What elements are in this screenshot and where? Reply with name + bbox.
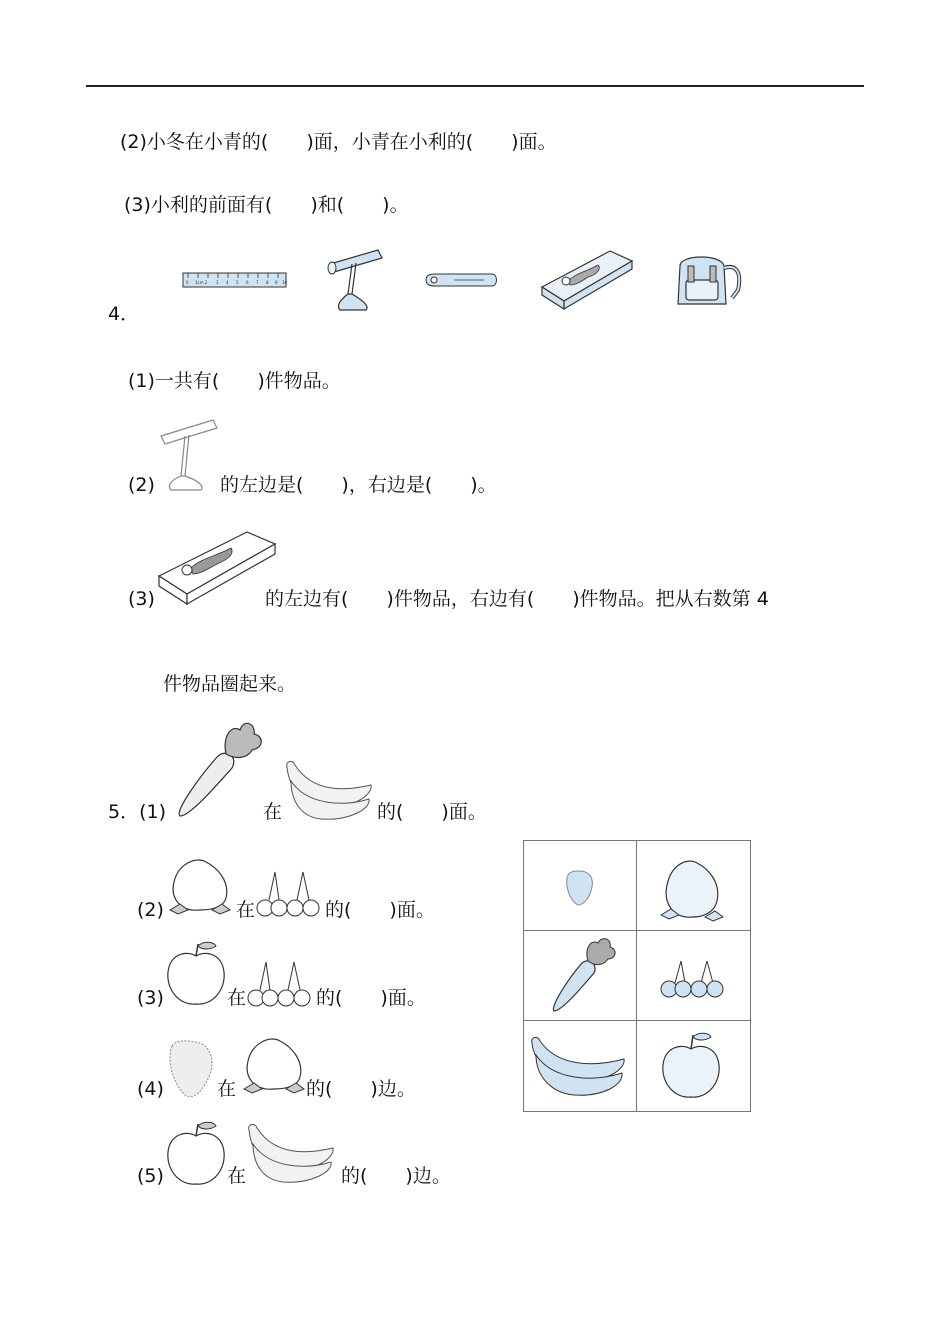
pencil-case-outline-image (155, 528, 279, 608)
q4-sub3-cont: 件物品圈起来。 (163, 673, 297, 695)
grid-cell-cherries (637, 931, 750, 1021)
backpack-image (666, 250, 746, 310)
q5-sub4-prefix: (4) (137, 1078, 164, 1100)
ruler-tick: 4 (226, 280, 229, 285)
q5-sub3-prefix: (3) (137, 987, 164, 1009)
q5-sub5-prefix: (5) (137, 1165, 164, 1187)
q5-sub2-zai: 在 (236, 899, 256, 921)
ruler-tick: 9 (275, 280, 278, 285)
q5-sub5-zai: 在 (227, 1165, 247, 1187)
ruler-tick: 7 (256, 280, 259, 285)
banana-image (245, 1120, 337, 1186)
grid-cell-banana (524, 1021, 637, 1111)
q5-sub3-suffix: 的( )面。 (316, 987, 426, 1009)
q5-sub1-prefix: 5．(1) (108, 801, 167, 823)
q4-sub2-text: 的左边是( )，右边是( )。 (220, 474, 497, 496)
pencil-sharpener-image (424, 270, 500, 290)
q5-sub2-suffix: 的( )面。 (325, 899, 435, 921)
q4-sub2-prefix: (2) (128, 474, 155, 496)
ruler-tick: 3 (216, 280, 219, 285)
q4-sub1: (1)一共有( )件物品。 (128, 370, 341, 392)
q5-sub1-zai: 在 (263, 801, 283, 823)
grid-cell-strawberry (524, 841, 637, 931)
q3-line-2: (2)小冬在小青的( )面，小青在小利的( )面。 (120, 131, 557, 153)
ruler-tick: 10 (282, 280, 288, 285)
cherries-image (246, 958, 318, 1008)
grid-cell-peach (637, 841, 750, 931)
ruler-tick: 5 (236, 280, 239, 285)
q5-sub5-suffix: 的( )边。 (341, 1165, 451, 1187)
q5-sub1-suffix: 的( )面。 (377, 801, 487, 823)
peach-image (240, 1033, 308, 1095)
q5-sub4-zai: 在 (217, 1078, 237, 1100)
header-rule (86, 85, 864, 87)
strawberry-image (164, 1030, 218, 1100)
grid-cell-apple (637, 1021, 750, 1111)
ruler-image (182, 270, 288, 290)
desk-lamp-image (322, 244, 384, 316)
q5-sub2-prefix: (2) (137, 899, 164, 921)
fruit-grid (523, 840, 751, 1112)
ruler-tick: 1cm 2 (195, 280, 208, 285)
cherries-image (255, 868, 327, 918)
ruler-tick: 0 (186, 280, 189, 285)
apple-image (166, 940, 228, 1008)
carrot-image (170, 716, 266, 820)
q4-number: 4． (108, 303, 140, 325)
ruler-tick: 6 (246, 280, 249, 285)
q5-sub4-suffix: 的( )边。 (306, 1078, 416, 1100)
q4-sub3-prefix: (3) (128, 588, 155, 610)
apple-image (166, 1120, 228, 1188)
banana-image (283, 757, 375, 823)
q4-sub3-text: 的左边有( )件物品，右边有( )件物品。把从右数第 4 (265, 588, 769, 610)
q3-line-3: (3)小利的前面有( )和( )。 (124, 194, 409, 216)
q5-sub3-zai: 在 (227, 987, 247, 1009)
peach-image (166, 854, 234, 916)
grid-cell-carrot (524, 931, 637, 1021)
pencil-case-image (540, 247, 634, 313)
ruler-tick: 8 (266, 280, 269, 285)
desk-lamp-outline-image (155, 414, 221, 494)
